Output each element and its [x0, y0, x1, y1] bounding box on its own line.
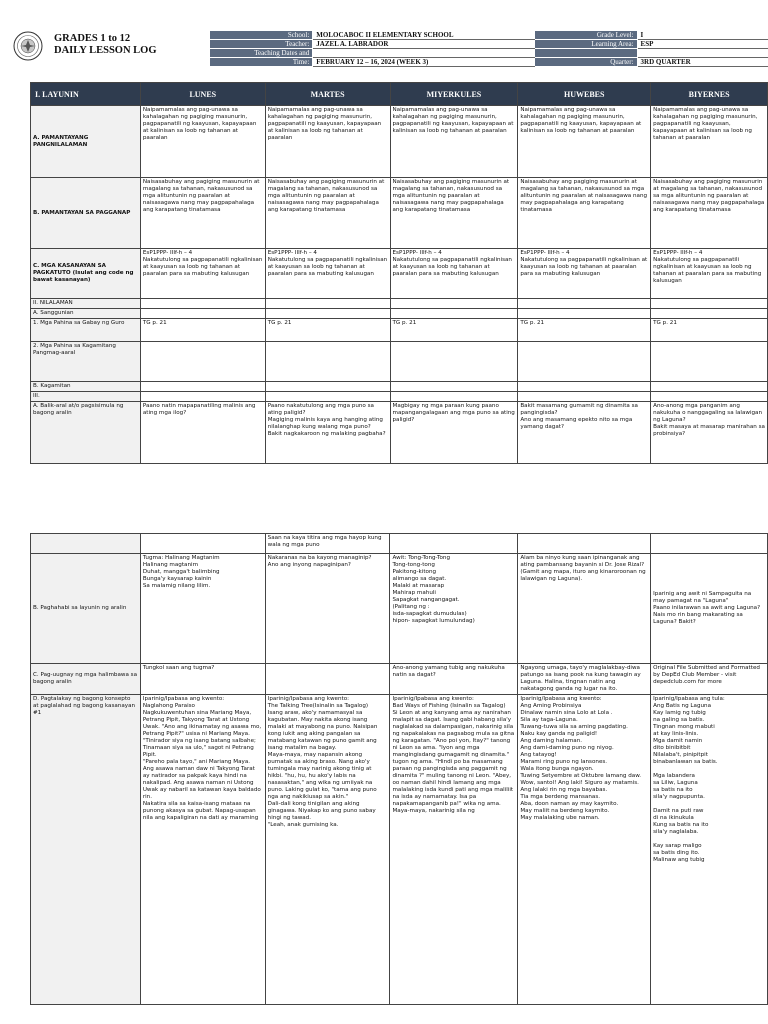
table-cell: [390, 382, 518, 392]
title-line-1: GRADES 1 to 12: [54, 33, 131, 44]
row-label: C. MGA KASANAYAN SA PAGKATUTO (Isulat ang code ng bawat kasanayan): [31, 249, 141, 299]
table-cell: Nakaranas na ba kayong managinip? Ano ang inyong napaginipan?: [265, 554, 390, 664]
area-value: ESP: [637, 40, 767, 49]
table-cell: Naisasabuhay ang pagiging masunurin at magalang sa tahanan, nakasusunod sa mga alituntunin ng paaralan at naisasagawa nang may pagpapahalaga ang karapatang tinatamasa: [140, 178, 265, 249]
table-cell: Naipamamalas ang pag-unawa sa kahalagahan ng pagiging masunurin, pagpapanatili ng kaayusan, kapayapaan at kalinisan sa loob ng tahanan at paaralan: [140, 106, 265, 178]
table-cell: Paano natin mapapanatiling malinis ang ating mga ilog?: [140, 402, 265, 464]
info-header-table: [209, 30, 768, 67]
table-cell: [265, 299, 390, 309]
teacher-label: Teacher:: [210, 40, 313, 49]
table-row: [31, 299, 768, 309]
table-cell: TG p. 21: [518, 319, 651, 342]
table-cell: Naisasabuhay ang pagiging masunurin at magalang sa tahanan, nakasusunod sa mga alituntunin ng paaralan at naisasagawa nang may pagpapahalaga ang karapatang tinatamasa: [518, 178, 651, 249]
dates-label-line1: Teaching Dates and: [210, 49, 313, 58]
table-cell: TG p. 21: [651, 319, 768, 342]
table-cell: [140, 299, 265, 309]
table-cell: [390, 534, 518, 554]
table-cell: Saan na kaya titira ang mga hayop kung wala ng mga puno: [265, 534, 390, 554]
column-header: HUWEBES: [518, 83, 651, 106]
table-cell: Naipamamalas ang pag-unawa sa kahalagahan ng pagiging masunurin, pagpapanatili ng kaayusan, kapayapaan at kalinisan sa loob ng tahanan at paaralan: [390, 106, 518, 178]
dates-label-line2: Time:: [210, 58, 313, 67]
column-header: MIYERKULES: [390, 83, 518, 106]
table-cell: TG p. 21: [390, 319, 518, 342]
row-label: A. Sanggunian: [31, 309, 141, 319]
table-cell: Naipamamalas ang pag-unawa sa kahalagahan ng pagiging masunurin, pagpapanatili ng kaayusan, kapayapaan at kalinisan sa loob ng tahanan at paaralan: [265, 106, 390, 178]
row-label: III.: [31, 392, 141, 402]
table-cell: [518, 392, 651, 402]
table-row: [31, 554, 768, 664]
table-cell: Iparinig/Ipabasa ang kwento: Naglahong Paraiso Nagkukuwentuhan sina Mariang Maya, Petrang Pipit, Takyong Tarat at Ustong Uwak. "Ano ang ikinamatay ng asawa mo, Petrang Pipit?" usisa ni Mariang Maya. "Tinirador siya ng isang batang salbahe; Tinamaan siya sa ulo," sagot ni Petrang Pipit. "Pareho pala tayo," ani Mariang Maya. Ang asawa naman daw ni Takyong Tarat ay natirador sa pakpak kaya hindi na nakalipad. Ang asawa naman ni Ustong Uwak ay nabaril sa katawan kaya baldado rin. Nakatira sila sa kaisa-isang mataas na punong akasya sa gubat. Napag-usapan nila ang kapaligiran na dati ay maraming: [140, 695, 265, 1005]
column-header: I. LAYUNIN: [31, 83, 141, 106]
school-label: School:: [210, 31, 313, 40]
table-cell: [265, 664, 390, 695]
table-cell: [518, 342, 651, 382]
row-label: 2. Mga Pahina sa Kagamitang Pangmag-aaral: [31, 342, 141, 382]
table-cell: [651, 342, 768, 382]
quarter-label: Quarter:: [535, 58, 637, 67]
row-label: B. PAMANTAYAN SA PAGGANAP: [31, 178, 141, 249]
table-cell: [518, 299, 651, 309]
row-label: D. Pagtalakay ng bagong konsepto at paglalahad ng bagong kasanayan #1: [31, 695, 141, 1005]
table-row: [31, 178, 768, 249]
table-row: [31, 106, 768, 178]
deped-seal-icon: [13, 31, 43, 61]
row-label: 1. Mga Pahina sa Gabay ng Guro: [31, 319, 141, 342]
table-row: [31, 664, 768, 695]
table-row: [31, 342, 768, 382]
table-cell: Naisasabuhay ang pagiging masunurin at magalang sa tahanan, nakasusunod sa mga alituntunin ng paaralan at naisasagawa nang may pagpapahalaga ang karapatang tinatamasa: [390, 178, 518, 249]
table-cell: Iparinig ang awit ni Sampaguita na may pamagat na "Laguna" Paano inilarawan sa awit ang Laguna? Nais mo rin bang makarating sa Laguna? Bakit?: [651, 554, 768, 664]
table-cell: [140, 534, 265, 554]
table-cell: [651, 382, 768, 392]
table-cell: [390, 342, 518, 382]
table-cell: Paano nakatutulong ang mga puno sa ating paligid? Magiging malinis kaya ang hanging ating nilalanghap kung walang mga puno? Bakit nagkakaroon ng malaking pagbaha?: [265, 402, 390, 464]
table-cell: [140, 309, 265, 319]
table-cell: [518, 382, 651, 392]
table-cell: [651, 299, 768, 309]
column-header: LUNES: [140, 83, 265, 106]
table-cell: EsP1PPP- IIIf-h – 4 Nakatutulong sa pagpapanatili ngkalinisan at kaayusan sa loob ng tahanan at paaralan para sa mabuting kalusugan: [651, 249, 768, 299]
table-cell: [140, 382, 265, 392]
table-cell: [265, 342, 390, 382]
table-cell: [390, 299, 518, 309]
table-cell: Alam ba ninyo kung saan ipinanganak ang ating pambansang bayanin si Dr. Jose Rizal? (Gamit ang mapa, ituro ang kinaroroonan ng lalawigan ng Laguna).: [518, 554, 651, 664]
column-header: BIYERNES: [651, 83, 768, 106]
table-cell: Tugma: Halinang Magtanim Halinang magtanim Duhat, mangga't balimbing Bunga'y kaysarap kainin Sa malamig nilang lilim.: [140, 554, 265, 664]
table-header-row: [31, 83, 768, 106]
table-cell: [140, 342, 265, 382]
school-value: MOLOCABOC II ELEMENTARY SCHOOL: [313, 31, 535, 40]
area-label: Learning Area:: [535, 40, 637, 49]
table-row: [31, 402, 768, 464]
table-row: [31, 392, 768, 402]
table-cell: Ano-anong mga panganim ang nakukuha o nanggagaling sa lalawigan ng Laguna? Bakit masaya at masarap manirahan sa probinsiya?: [651, 402, 768, 464]
grade-value: I: [637, 31, 767, 40]
row-label: A. PAMANTAYANG PANGNILALAMAN: [31, 106, 141, 178]
table-cell: Magbigay ng mga paraan kung paano mapangangalagaan ang mga puno sa ating paligid?: [390, 402, 518, 464]
table-row: [31, 249, 768, 299]
quarter-value: 3RD QUARTER: [637, 58, 767, 67]
table-cell: Bakit masamang gumamit ng dinamita sa pangingisda? Ano ang masamang epekto nito sa mga yamang dagat?: [518, 402, 651, 464]
row-label: C. Pag-uugnay ng mga halimbawa sa bagong aralin: [31, 664, 141, 695]
table-cell: [265, 382, 390, 392]
table-cell: EsP1PPP- IIIf-h – 4 Nakatutulong sa pagpapanatili ngkalinisan at kaayusan sa loob ng tahanan at paaralan para sa mabuting kalusugan: [265, 249, 390, 299]
title-line-2: DAILY LESSON LOG: [54, 45, 157, 56]
grade-label: Grade Level:: [535, 31, 637, 40]
table-row: [31, 695, 768, 1005]
row-label: B. Kagamitan: [31, 382, 141, 392]
row-label: II. NILALAMAN: [31, 299, 141, 309]
table-cell: Iparinig/Ipabasa ang kwento: Ang Aming Probinsiya Dinalaw namin sina Lolo at Lola . Sila ay taga-Laguna. Tuwang-tuwa sila sa aming pagdating. Naku kay ganda ng paligid! Ang daming halaman. Ang dami-daming puno ng niyog. Ang tatayog! Marami ring puno ng lansones. Wala itong bunga ngayon. Tuwing Setyembre at Oktubre lamang daw. Wow, santol! Ang laki! Siguro ay matamis. Ang lalaki rin ng mga bayabas. Tia mga berdeng mansanas. Aba, doon naman ay may kaymito. May maliit na berdeng kaymito. May malalaking ube naman.: [518, 695, 651, 1005]
table-cell: Ano-anong yamang tubig ang nakukuha natin sa dagat?: [390, 664, 518, 695]
table-cell: Tungkol saan ang tugma?: [140, 664, 265, 695]
row-label: B. Paghahabi sa layunin ng aralin: [31, 554, 141, 664]
table-cell: TG p. 21: [265, 319, 390, 342]
table-cell: Naipamamalas ang pag-unawa sa kahalagahan ng pagiging masunurin, pagpapanatili ng kaayusan, kapayapaan at kalinisan sa loob ng tahanan at paaralan: [651, 106, 768, 178]
table-cell: [518, 309, 651, 319]
table-cell: [390, 392, 518, 402]
document-title: [54, 33, 157, 57]
table-cell: [518, 534, 651, 554]
table-row: [31, 382, 768, 392]
column-header: MARTES: [265, 83, 390, 106]
table-cell: [265, 309, 390, 319]
table-cell: [651, 392, 768, 402]
table-cell: Ngayong umaga, tayo'y maglalakbay-diwa patungo sa isang pook na kung tawagin ay Laguna. Halina, tingnan natin ang nakatagong ganda ng lugar na ito.: [518, 664, 651, 695]
teacher-value: JAZEL A. LABRADOR: [313, 40, 535, 49]
table-cell: EsP1PPP- IIIf-h – 4 Nakatutulong sa pagpapanatili ngkalinisan at kaayusan sa loob ng tahanan at paaralan para sa mabuting kalusugan: [518, 249, 651, 299]
row-label: [31, 534, 141, 554]
table-cell: [140, 392, 265, 402]
table-cell: Awit: Tong-Tong-Tong Tong-tong-tong Pakitong-kitong alimango sa dagat. Malaki at masarap Mahirap mahuli Sapagkat nangangagat. (Palitang ng : isda-sapagkat dumudulas) hipon- sapagkat lumulundag): [390, 554, 518, 664]
table-cell: TG p. 21: [140, 319, 265, 342]
table-row: [31, 319, 768, 342]
table-cell: EsP1PPP- IIIf-h – 4 Nakatutulong sa pagpapanatili ngkalinisan at kaayusan sa loob ng tahanan at paaralan para sa mabuting kalusugan: [140, 249, 265, 299]
table-cell: Iparinig/Ipabasa ang kwento: Bad Ways of Fishing (Isinalin sa Tagalog) Si Leon at ang kanyang ama ay nanirahan malapit sa dagat. Isang gabi habang sila'y naglalakad sa dalampasigan, nakarinig sila ng napakalakas na pagsabog mula sa gitna ng karagatan. "Ano poi yon, Itay?" tanong ni Leon sa ama. "Iyon ang mga mangingisdang gumagamit ng dinamita." tugon ng ama. "Hindi po ba masamang paraan ng pangingisda ang paggamit ng dinamita ?" muling tanong ni Leon. "Abey, oo naman dahil hindi lamang ang mga malalaking isda kundi pati ang mga maliliit na isda ay namamatay. Isa pa napakamapanganib pa!" wika ng ama. Maya-maya, nakarinig sila ng: [390, 695, 518, 1005]
table-cell: [265, 392, 390, 402]
table-cell: [651, 534, 768, 554]
table-cell: [390, 309, 518, 319]
lesson-table-bottom: [30, 533, 768, 1005]
table-cell: Naipamamalas ang pag-unawa sa kahalagahan ng pagiging masunurin, pagpapanatili ng kaayusan, kapayapaan at kalinisan sa loob ng tahanan at paaralan: [518, 106, 651, 178]
table-cell: EsP1PPP- IIIf-h – 4 Nakatutulong sa pagpapanatili ngkalinisan at kaayusan sa loob ng tahanan at paaralan para sa mabuting kalusugan: [390, 249, 518, 299]
table-cell: Iparinig/Ipabasa ang kwento: The Talking Tree(Isinalin sa Tagalog) Isang araw, ako'y namamasyal sa kagubatan. May nakita akong isang malaki at mayabong na puno. Naisipan kong iukit ang aking pangalan sa matabang katawan ng puno gamit ang isang matalim na bagay. Maya-maya, may napansin akong pumatak sa aking braso. Nang ako'y tumingala may narinig akong tinig at hikbi. "hu, hu, hu ako'y labis na nasasaktan," ang wika ng umiiyak na puno. Laking gulat ko, "tama ang puno nga ang nakikiusap sa akin." Dali-dali kong tinigilan ang aking ginagawa. Niyakap ko ang puno sabay hingi ng tawad. "Leah, anak gumising ka.: [265, 695, 390, 1005]
dates-value: FEBRUARY 12 – 16, 2024 (WEEK 3): [313, 58, 535, 67]
table-cell: [651, 309, 768, 319]
row-label: A. Balik-aral at/o pagsisimula ng bagong aralin: [31, 402, 141, 464]
table-cell: Naisasabuhay ang pagiging masunurin at magalang sa tahanan, nakasusunod sa mga alituntunin ng paaralan at naisasagawa nang may pagpapahalaga ang karapatang tinatamasa: [651, 178, 768, 249]
table-row: [31, 309, 768, 319]
table-cell: Naisasabuhay ang pagiging masunurin at magalang sa tahanan, nakasusunod sa mga alituntunin ng paaralan at naisasagawa nang may pagpapahalaga ang karapatang tinatamasa: [265, 178, 390, 249]
table-row: [31, 534, 768, 554]
table-cell: Iparinig/Ipabasa ang tula: Ang Batis ng Laguna Kay lamig ng tubig na galing sa batis. Tingnan mong mabuti at kay linis-linis. Mga damit namin dito binibitbit Nilalaba't, pinipitpit binabanlawan sa batis. Mga labandera sa Liliw, Laguna sa batis na ito sila'y nagpupunta. Damit na puti raw di na ikinukula Kung sa batis na ito sila'y naglalaba. Kay sarap maligo sa batis ding ito. Malinaw ang tubig: [651, 695, 768, 1005]
table-cell: Original File Submitted and Formatted by DepEd Club Member - visit depedclub.com for more: [651, 664, 768, 695]
lesson-table-top: [30, 82, 768, 464]
